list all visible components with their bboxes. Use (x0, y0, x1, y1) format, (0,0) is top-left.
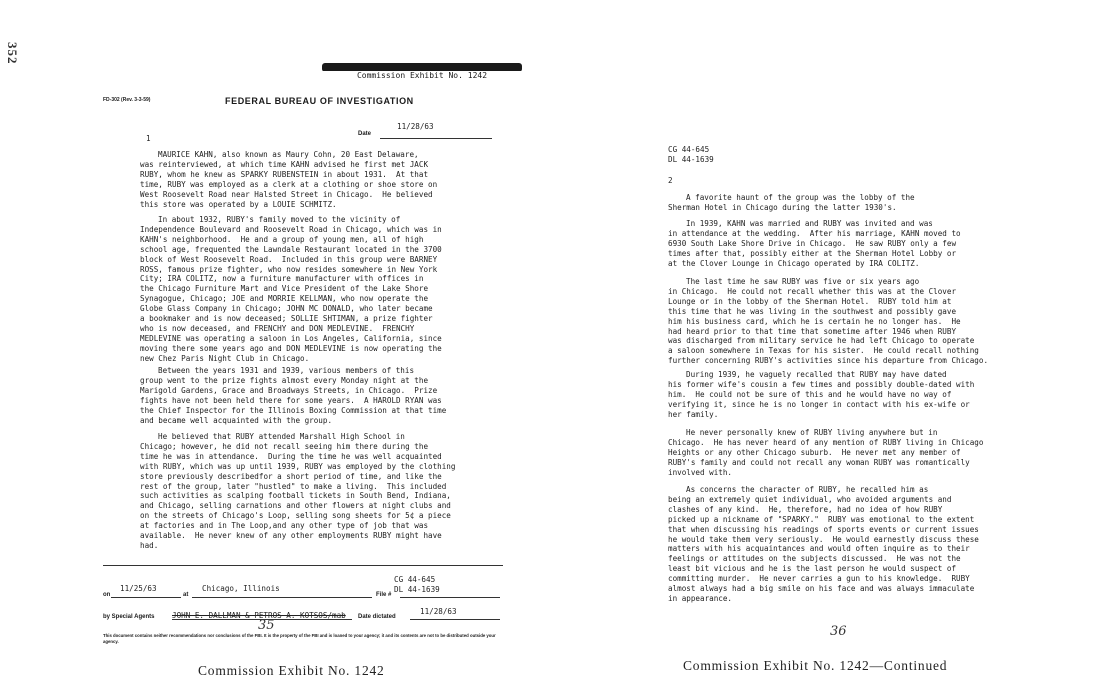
exhibit-header (322, 71, 522, 80)
right-paragraph-4: During 1939, he vaguely recalled that RUBY may have dated his former wife's cousin a few times and possibly double-dated with him. He could not be sure of this and he would have no way of verifying it, since he is no longer in contact with his ex-wife or her family. (668, 370, 975, 419)
on-date: 11/25/63 (120, 584, 157, 593)
left-paragraph-4: He believed that RUBY attended Marshall High School in Chicago; however, he did not recall seeing him there during the time he was in attendance. During the time he was well acquainted with RUBY, which was up until 1939, RUBY was employed by the clothing store previously describedfor a short period of time, and like the rest of the group, later "hustled" to make a living. This included such activities as scalping football tickets in South Bend, Indiana, and Chicago, selling carnations and other flowers at night clubs and on the streets of Chicago's Loop, selling song sheets for 5¢ a piece at factories and in The Loop,and any other type of job that was available. He never knew of any other employments RUBY might have had. (140, 432, 456, 550)
left-paragraph-1: MAURICE KAHN, also known as Maury Cohn, 20 East Delaware, was reinterviewed, at which time KAHN advised he first met JACK RUBY, whom he knew as SPARKY RUBENSTEIN in about 1931. At that time, RUBY was employed as a clerk at a clothing or shoe store on West Roosevelt Road near Halsted Street in Chicago. He believed this store was operated by a LOUIE SCHMITZ. (140, 150, 438, 209)
right-page-number: 2 (668, 176, 673, 185)
right-file-number-top: CG 44-645 (668, 145, 710, 154)
left-paragraph-2: In about 1932, RUBY's family moved to the vicinity of Independence Boulevard and Roosevelt Road in Chicago, which was in KAHN's neighborhood. He and a group of young men, all of high school age, frequented the Lawndale Restaurant located in the 3700 block of West Roosevelt Road. Included in this group were BARNEY ROSS, famous prize fighter, who now resides somewhere in New York City; IRA COLITZ, now a furniture manufacturer with offices in the Chicago Furniture Mart and Vice President of the Lake Shore Synagogue, Chicago; JOE and MORRIE KELLMAN, who now operate the Globe Glass Company in Chicago; JOHN MC DONALD, who later became a bookmaker and is now deceased; SOLLIE SHTIMAN, a prize fighter who is now deceased, and FRENCHY and DON MEDLEVINE. FRENCHY MEDLEVINE was operating a saloon in Los Angeles, California, since moving there some years ago and DON MEDLEVINE is now operating the new Chez Paris Night Club in Chicago. (140, 215, 442, 363)
date-dictated: 11/28/63 (420, 607, 457, 616)
at-line (192, 597, 372, 598)
form-number: FD-302 (Rev. 3-3-59) (103, 97, 151, 103)
at-label: at (183, 592, 189, 598)
handwritten-number-left: 35 (258, 618, 275, 633)
right-caption: Commission Exhibit No. 1242—Continued (683, 658, 948, 673)
right-paragraph-2: In 1939, KAHN was married and RUBY was invited and was in attendance at the wedding. After his marriage, KAHN moved to 6930 South Lake Shore Drive in Chicago. He saw RUBY only a few times after that, possibly either at the Sherman Hotel Lobby or at the Clover Lounge in Chicago operated by IRA COLITZ. (668, 219, 961, 268)
left-caption: Commission Exhibit No. 1242 (198, 663, 385, 678)
date-dictated-line (410, 619, 500, 620)
handwritten-number-right: 36 (830, 624, 847, 639)
on-label: on (103, 592, 111, 598)
on-line (111, 597, 181, 598)
agents: JOHN E. DALLMAN & PETROS A. KOTSOS/mab (172, 611, 346, 620)
left-page-number: 1 (146, 134, 151, 143)
date-dictated-label: Date dictated (358, 614, 396, 620)
date-line (380, 138, 492, 139)
location: Chicago, Illinois (202, 584, 280, 593)
agency-title: FEDERAL BUREAU OF INVESTIGATION (225, 96, 414, 106)
date-label: Date (358, 131, 372, 137)
vertical-page-number: 352 (5, 42, 20, 65)
by-label: by Special Agents (103, 614, 155, 620)
right-paragraph-1: A favorite haunt of the group was the lobby of the Sherman Hotel in Chicago during the latter 1930's. (668, 193, 915, 212)
form-divider (103, 565, 503, 566)
file-number-top: CG 44-645 (394, 575, 436, 584)
right-paragraph-6: As concerns the character of RUBY, he recalled him as being an extremely quiet individual, who avoided arguments and clashes of any kind. He, therefore, had no idea of how RUBY picked up a nickname of "SPARKY." RUBY was emotional to the extent that when discussing his readings of sports events or current issues he would take them very seriously. He would earnestly discuss these matters with his acquaintances and would often inquire as to their feelings or attitudes on the subjects discussed. He was not the least bit vicious and he is the last person he would suspect of committing murder. He never carries a gun to his knowledge. RUBY almost always had a big smile on his face and was always immaculate in appearance. (668, 485, 979, 603)
file-line (400, 597, 500, 598)
file-number-bottom: DL 44-1639 (394, 585, 440, 594)
date-value: 11/28/63 (397, 122, 434, 131)
left-paragraph-3: Between the years 1931 and 1939, various members of this group went to the prize fights almost every Monday night at the Marigold Gardens, Grace and Broadways Streets, in Chicago. Prize fights have not been held there for some years. A HAROLD RYAN was the Chief Inspector for the Illinois Boxing Commission at that time and became well acquainted with the group. (140, 366, 447, 425)
file-label: File # (376, 592, 392, 598)
right-paragraph-3: The last time he saw RUBY was five or six years ago in Chicago. He could not recall whether this was at the Clover Lounge or in the lobby of the Sherman Hotel. RUBY told him at this time that he was living in the southwest and possibly gave him his business card, which he is certain he no longer has. He had heard prior to that time that sometime after 1946 when RUBY was discharged from military service he had left Chicago to operate a saloon somewhere in Texas for his sister. He could recall nothing further concerning RUBY's activities since his departure from Chicago. (668, 277, 989, 366)
fbi-notice: This document contains neither recommendations nor conclusions of the FBI. It is the property of the FBI and is loaned to your agency; it and its contents are not to be distributed outside your agency. (103, 633, 496, 644)
exhibit-header-text: Commission Exhibit No. 1242 (353, 71, 491, 80)
right-paragraph-5: He never personally knew of RUBY living anywhere but in Chicago. He has never heard of any mention of RUBY living in Chicago Heights or any other Chicago suburb. He never met any member of RUBY's family and could not recall any woman RUBY was romantically involved with. (668, 428, 984, 477)
right-file-number-bottom: DL 44-1639 (668, 155, 714, 164)
